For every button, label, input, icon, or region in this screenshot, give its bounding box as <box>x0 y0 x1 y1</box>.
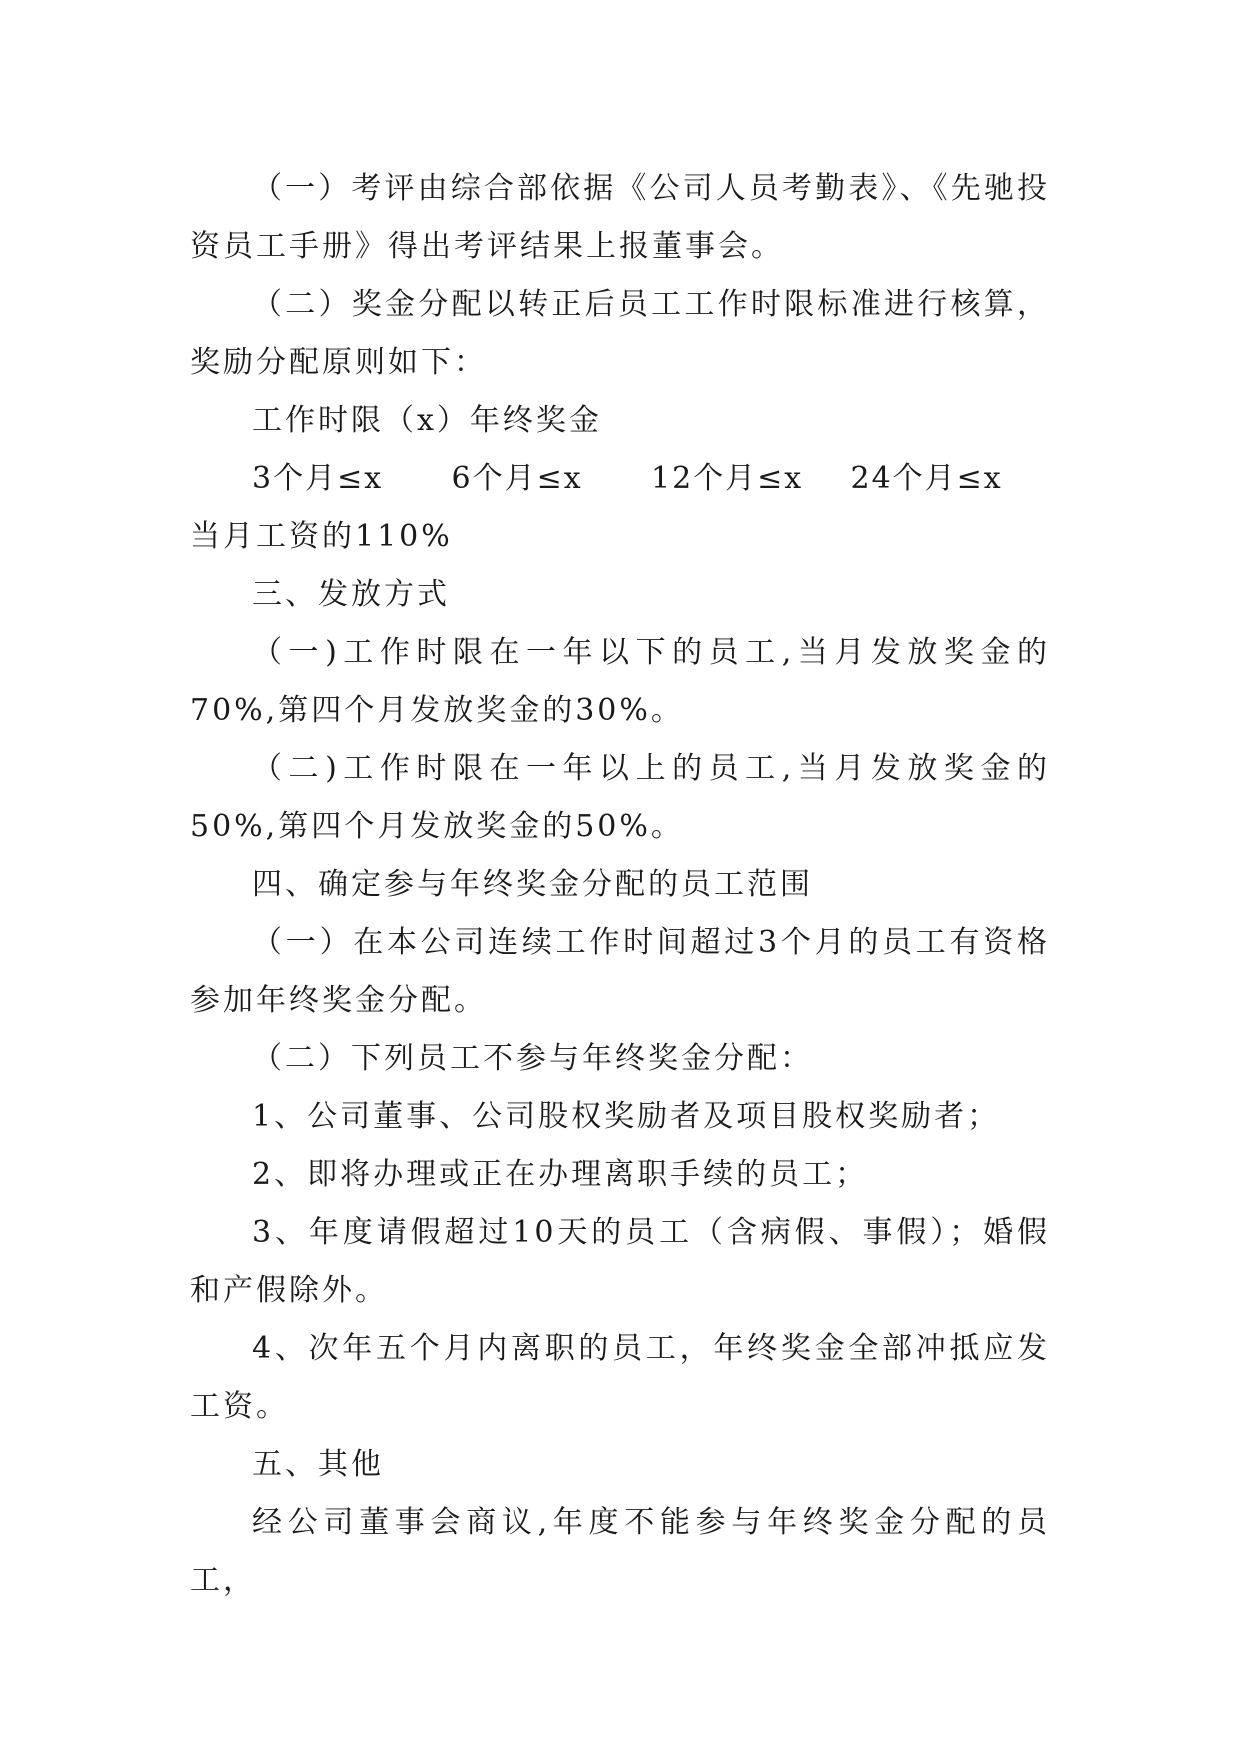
paragraph-bonus-allocation: （二）奖金分配以转正后员工工作时限标准进行核算，奖励分配原则如下： <box>190 287 1050 380</box>
list-item-leave: 3、年度请假超过10天的员工（含病假、事假）；婚假和产假除外。 <box>190 1215 1050 1308</box>
list-item-directors: 1、公司董事、公司股权奖励者及项目股权奖励者； <box>252 1099 1001 1134</box>
paragraph-ineligible-intro: （二）下列员工不参与年终奖金分配： <box>252 1041 813 1076</box>
list-item-next-year-leavers: 4、次年五个月内离职的员工，年终奖金全部冲抵应发工资。 <box>190 1331 1050 1424</box>
paragraph-tenure-header: 工作时限（x）年终奖金 <box>252 403 602 438</box>
paragraph-payment-over-one-year: （二)工作时限在一年以上的员工,当月发放奖金的50%,第四个月发放奖金的50%。 <box>190 751 1050 844</box>
section-heading-other: 五、其他 <box>252 1447 384 1482</box>
tenure-row <box>190 450 1050 508</box>
paragraph-salary-percent: 当月工资的110% <box>190 519 453 554</box>
tenure-cell-3-months: 3个月≤x <box>252 461 384 496</box>
tenure-cell-24-months: 24个月≤x <box>850 461 1003 496</box>
paragraph-eligible-staff: （一）在本公司连续工作时间超过3个月的员工有资格参加年终奖金分配。 <box>190 925 1050 1018</box>
paragraph-board-discussion: 经公司董事会商议,年度不能参与年终奖金分配的员工， <box>190 1505 1050 1598</box>
document-body <box>190 160 1050 1610</box>
section-heading-eligibility: 四、确定参与年终奖金分配的员工范围 <box>252 867 813 902</box>
tenure-cell-12-months: 12个月≤x <box>651 461 804 496</box>
section-heading-payment-method: 三、发放方式 <box>252 577 450 612</box>
paragraph-appraisal-basis: （一）考评由综合部依据《公司人员考勤表》、《先驰投资员工手册》得出考评结果上报董事会。 <box>190 171 1050 264</box>
paragraph-payment-under-one-year: （一)工作时限在一年以下的员工,当月发放奖金的70%,第四个月发放奖金的30%。 <box>190 635 1050 728</box>
tenure-cell-6-months: 6个月≤x <box>451 461 583 496</box>
list-item-resigning: 2、即将办理或正在办理离职手续的员工； <box>252 1157 869 1192</box>
